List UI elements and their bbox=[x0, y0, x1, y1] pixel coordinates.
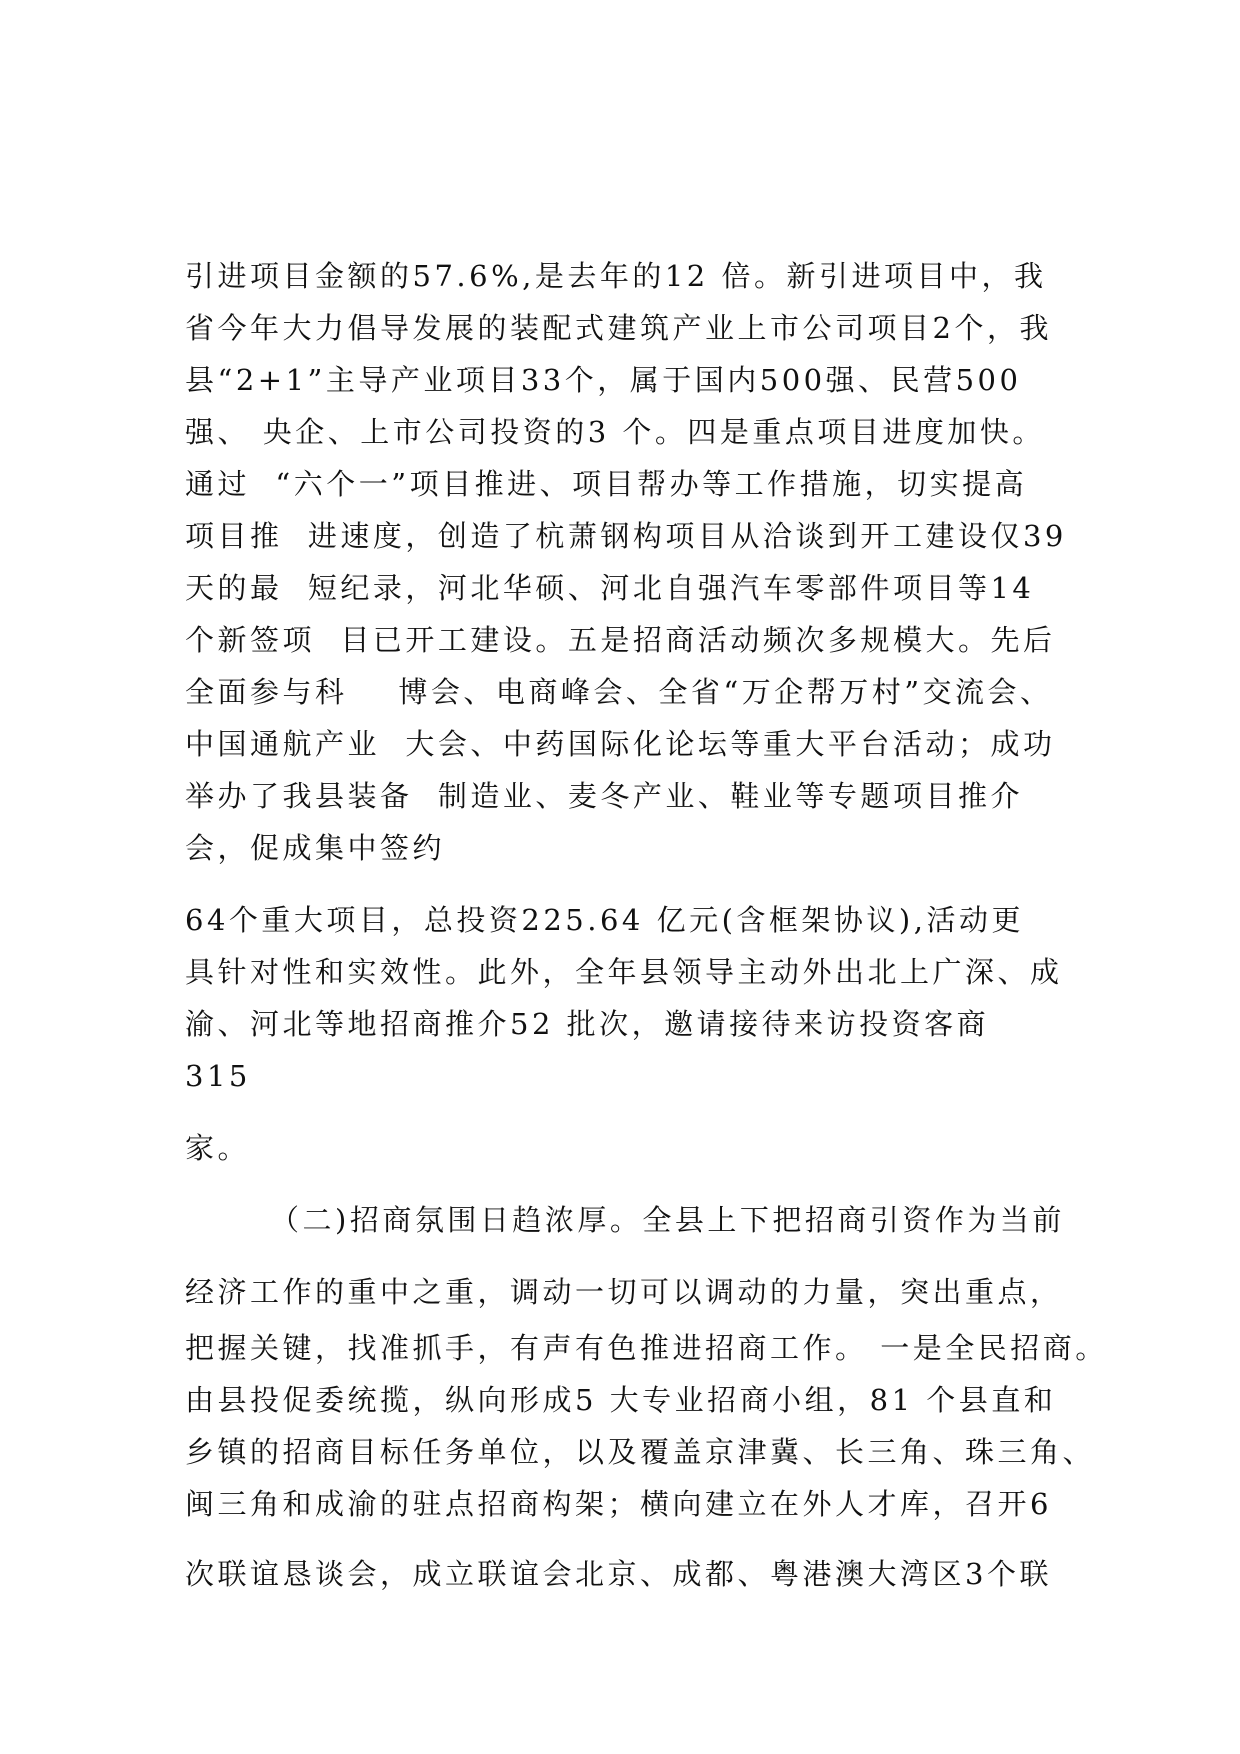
body-text-line: 省今年大力倡导发展的装配式建筑产业上市公司项目2个，我 bbox=[185, 311, 1052, 345]
body-text-line: 具针对性和实效性。此外，全年县领导主动外出北上广深、成 bbox=[185, 955, 1063, 989]
body-text-line: 把握关键，找准抓手，有声有色推进招商工作。 一是全民招商。 bbox=[185, 1331, 1108, 1365]
body-text-line: 会，促成集中签约 bbox=[185, 831, 446, 865]
body-text-line: 强、 央企、上市公司投资的3 个。四是重点项目进度加快。 bbox=[185, 415, 1045, 449]
body-text-line: 渝、河北等地招商推介52 批次，邀请接待来访投资客商 bbox=[185, 1007, 990, 1041]
body-text-line: 举办了我县装备 制造业、麦冬产业、鞋业等专题项目推介 bbox=[185, 779, 1023, 813]
body-text-line: 闽三角和成渝的驻点招商构架；横向建立在外人才库，召开6 bbox=[185, 1487, 1052, 1521]
body-text-line: 天的最 短纪录，河北华硕、河北自强汽车零部件项目等14 bbox=[185, 571, 1035, 605]
body-text-line: 由县投促委统揽，纵向形成5 大专业招商小组，81 个县直和 bbox=[185, 1383, 1057, 1417]
body-text-line: 经济工作的重中之重，调动一切可以调动的力量，突出重点， bbox=[185, 1275, 1063, 1309]
body-text-line: 全面参与科 博会、电商峰会、全省“万企帮万村”交流会、 bbox=[185, 675, 1053, 709]
body-text-line: 通过 “六个一”项目推进、项目帮办等工作措施，切实提高 bbox=[185, 467, 1028, 501]
body-text-line: 64个重大项目，总投资225.64 亿元(含框架协议),活动更 bbox=[185, 903, 1024, 937]
body-text-line: 家。 bbox=[185, 1131, 251, 1165]
body-text-line: 315 bbox=[185, 1059, 251, 1093]
body-text-line: 项目推 进速度，创造了杭萧钢构项目从洽谈到开工建设仅39 bbox=[185, 519, 1067, 553]
body-text-line: 县“2+1”主导产业项目33个，属于国内500强、民营500 bbox=[185, 363, 1022, 397]
body-text-line: 次联谊恳谈会，成立联谊会北京、成都、粤港澳大湾区3个联 bbox=[185, 1557, 1052, 1591]
body-text-line: 引进项目金额的57.6%,是去年的12 倍。新引进项目中，我 bbox=[185, 259, 1047, 293]
body-text-line: 乡镇的招商目标任务单位，以及覆盖京津冀、长三角、珠三角、 bbox=[185, 1435, 1096, 1469]
section-heading-line: （二)招商氛围日趋浓厚。全县上下把招商引资作为当前 bbox=[270, 1203, 1065, 1237]
body-text-line: 中国通航产业 大会、中药国际化论坛等重大平台活动；成功 bbox=[185, 727, 1056, 761]
body-text-line: 个新签项 目已开工建设。五是招商活动频次多规模大。先后 bbox=[185, 623, 1056, 657]
